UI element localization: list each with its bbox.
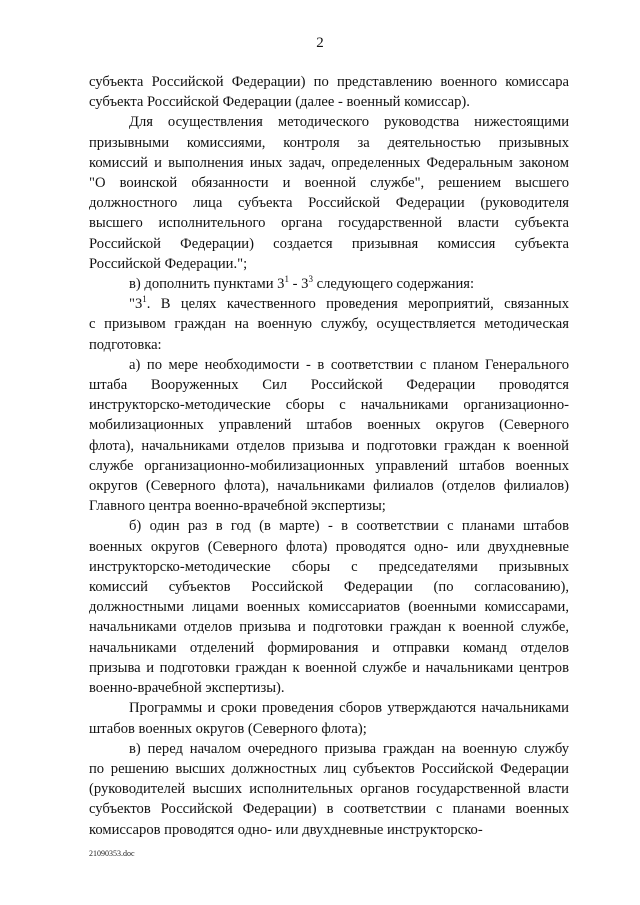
text-line: Российской Федерации."; bbox=[89, 255, 248, 272]
text-line: комиссаров проводятся одно- или двухдневные инструкторско- bbox=[89, 821, 483, 838]
text-line: субъектов Российской Федерации) в соответствии с планами военных bbox=[89, 801, 569, 818]
paragraph bbox=[89, 516, 569, 698]
text-line: (руководителей высших исполнительных органов государственной власти bbox=[89, 781, 569, 798]
paragraph bbox=[89, 294, 569, 355]
text-line: б) один раз в год (в марте) - в соответствии с планами штабов bbox=[129, 518, 569, 535]
text-line: должностного лица субъекта Российской Федерации (руководителя bbox=[89, 195, 569, 212]
text-line: инструкторско-методические сборы с председателями призывных bbox=[89, 558, 569, 575]
text-line: "О воинской обязанности и военной службе", решением высшего bbox=[89, 175, 569, 192]
text-line: должностными лицами военных комиссариатов (военными комиссарами, bbox=[89, 599, 569, 616]
document-body bbox=[89, 72, 569, 840]
paragraph bbox=[89, 274, 569, 294]
text-line: субъекта Российской Федерации (далее - военный комиссар). bbox=[89, 94, 470, 111]
text-line: высшего исполнительного органа государственной власти субъекта bbox=[89, 215, 569, 232]
text-line: военных округов (Северного флота) проводятся одно- или двухдневные bbox=[89, 538, 569, 555]
footer-file-code: 21090353.doc bbox=[89, 849, 135, 858]
text-line: по решению высших должностных лиц субъектов Российской Федерации bbox=[89, 760, 569, 777]
text-line: подготовка: bbox=[89, 336, 162, 353]
paragraph bbox=[89, 112, 569, 274]
text-line: комиссий и выполнения иных задач, определенных Федеральным законом bbox=[89, 154, 569, 171]
text-line: с призывом граждан на военную службу, осуществляется методическая bbox=[89, 316, 569, 333]
text-line: комиссий субъектов Российской Федерации (по согласованию), bbox=[89, 579, 569, 596]
text-line: военно-врачебной экспертизы). bbox=[89, 680, 285, 697]
text-line: округов (Северного флота), начальниками филиалов (отделов филиалов) bbox=[89, 478, 569, 495]
paragraph bbox=[89, 72, 569, 112]
text-line: в) перед началом очередного призыва граждан на военную службу bbox=[129, 740, 569, 757]
text-line: Программы и сроки проведения сборов утверждаются начальниками bbox=[129, 700, 569, 717]
text-line: Главного центра военно-врачебной экспертизы; bbox=[89, 498, 386, 515]
text-line: мобилизационных управлений штабов военных округов (Северного bbox=[89, 417, 569, 434]
text-line: штаба Вооруженных Сил Российской Федерации проводятся bbox=[89, 377, 569, 394]
text-line: Российской Федерации) создается призывная комиссия субъекта bbox=[89, 235, 569, 252]
text-line: штабов военных округов (Северного флота); bbox=[89, 720, 367, 737]
paragraph bbox=[89, 355, 569, 517]
text-line: службе организационно-мобилизационных управлений штабов военных bbox=[89, 457, 569, 474]
paragraph bbox=[89, 739, 569, 840]
text-line: субъекта Российской Федерации) по представлению военного комиссара bbox=[89, 74, 569, 90]
text-line: Для осуществления методического руководства нижестоящими bbox=[129, 114, 569, 131]
text-line: "$3^1$. В целях качественного проведения мероприятий, связанных bbox=[129, 294, 569, 313]
text-line: начальниками отделений формирования и отправки команд отделов bbox=[89, 639, 569, 656]
text-line: инструкторско-методические сборы с начальниками организационно- bbox=[89, 397, 569, 414]
text-line: призывными комиссиями, контроля за деятельностью призывных bbox=[89, 134, 569, 151]
text-line: призыва и подготовки граждан к военной службе и начальниками центров bbox=[89, 659, 569, 676]
text-line: в) дополнить пунктами $3^1 - 3^3$ следующего содержания: bbox=[129, 274, 475, 293]
text-line: начальниками отделов призыва и подготовки граждан к военной службе, bbox=[89, 619, 569, 636]
page-number: 2 bbox=[316, 35, 324, 51]
text-line: а) по мере необходимости - в соответствии с планом Генерального bbox=[129, 356, 569, 373]
text-line: флота), начальниками отделов призыва и подготовки граждан к военной bbox=[89, 437, 569, 454]
paragraph bbox=[89, 698, 569, 738]
